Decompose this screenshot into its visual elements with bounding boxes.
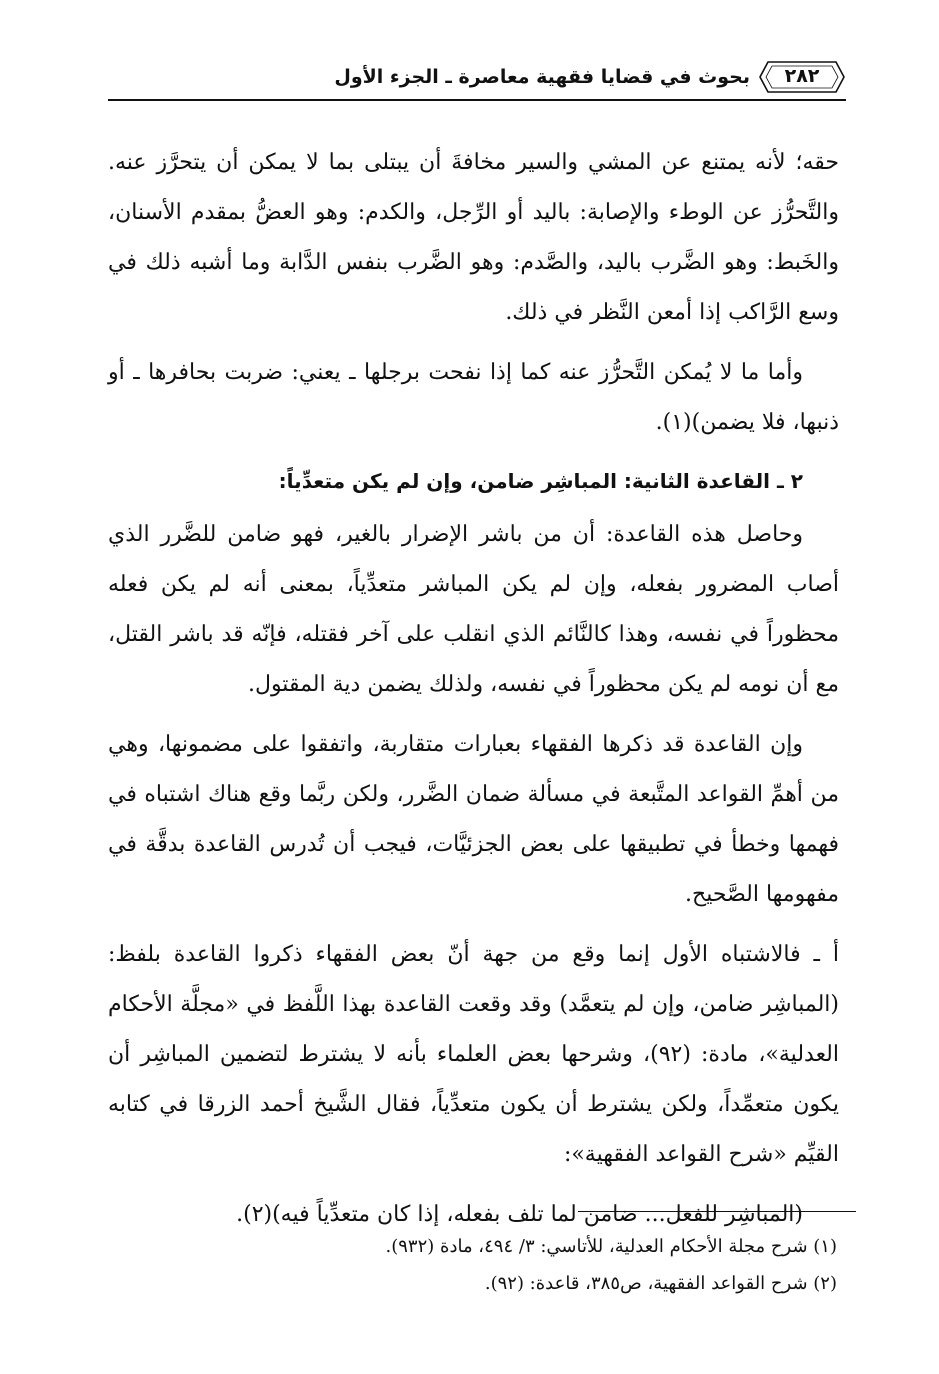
running-title: بحوث في قضايا فقهية معاصرة ـ الجزء الأول [334,66,750,88]
footnote-2: (٢) شرح القواعد الفقهية، ص٣٨٥، قاعدة: (٩٢). [484,1273,837,1294]
section-heading: ٢ ـ القاعدة الثانية: المباشِر ضامن، وإن لم يكن متعدِّياً: [278,469,803,493]
main-text [108,138,839,1250]
paragraph-3: وحاصل هذه القاعدة: أن من باشر الإضرار بالغير، فهو ضامن للضَّرر الذي أصاب المضرور بفعله، وإن لم يكن المباشر متعدِّياً، بمعنى أنه لم يكن فعله محظوراً في نفسه، وهذا كالنَّائم الذي انقلب على آخر فقتله، فإنّه قد باشر القتل، مع أن نومه لم يكن محظوراً في نفسه، ولذلك يضمن دية المقتول. [108,522,839,697]
quotation: (المباشِر للفعل... ضامن لما تلف بفعله، إذا كان متعدِّياً فيه)(٢). [236,1202,803,1227]
footnote-rule [578,1211,856,1212]
page-number: ٢٨٢ [784,65,820,87]
paragraph-5: أ ـ فالاشتباه الأول إنما وقع من جهة أنّ بعض الفقهاء ذكروا القاعدة بلفظ: (المباشِر ضامن، وإن لم يتعمَّد) وقد وقعت القاعدة بهذا اللَّفظ في «مجلَّة الأحكام العدلية»، مادة: (٩٢)، وشرحها بعض العلماء بأنه لا يشترط لتضمين المباشِر أن يكون متعمِّداً، ولكن يشترط أن يكون متعدِّياً، فقال الشَّيخ أحمد الزرقا في كتابه القيِّم «شرح القواعد الفقهية»: [108,942,839,1167]
footnotes [108,1228,839,1302]
page-number-badge [758,60,846,94]
header-rule [108,99,846,101]
paragraph-2: وأما ما لا يُمكن التَّحرُّز عنه كما إذا نفحت برجلها ـ يعني: ضربت بحافرها ـ أو ذنبها، فلا يضمن)(١). [108,360,839,435]
paragraph-4: وإن القاعدة قد ذكرها الفقهاء بعبارات متقاربة، واتفقوا على مضمونها، وهي من أهمِّ القواعد المتَّبعة في مسألة ضمان الضَّرر، ولكن ربَّما وقع هناك اشتباه في فهمها وخطأ في تطبيقها على بعض الجزئيَّات، فيجب أن تُدرس القاعدة بدقَّة في مفهومها الصَّحيح. [108,732,839,907]
paragraph-1: حقه؛ لأنه يمتنع عن المشي والسير مخافةَ أن يبتلى بما لا يمكن أن يتحرَّز عنه. والتَّحرُّز عن الوطء والإصابة: باليد أو الرِّجل، والكدم: وهو العضُّ بمقدم الأسنان، والخَبط: وهو الضَّرب باليد، والصَّدم: وهو الضَّرب بنفس الدَّابة وما أشبه ذلك في وسع الرَّاكب إذا أمعن النَّظر في ذلك. [108,150,839,325]
running-header [108,58,846,102]
footnote-1: (١) شرح مجلة الأحكام العدلية، للأتاسي: ٣/ ٤٩٤، مادة (٩٣٢). [385,1236,837,1257]
